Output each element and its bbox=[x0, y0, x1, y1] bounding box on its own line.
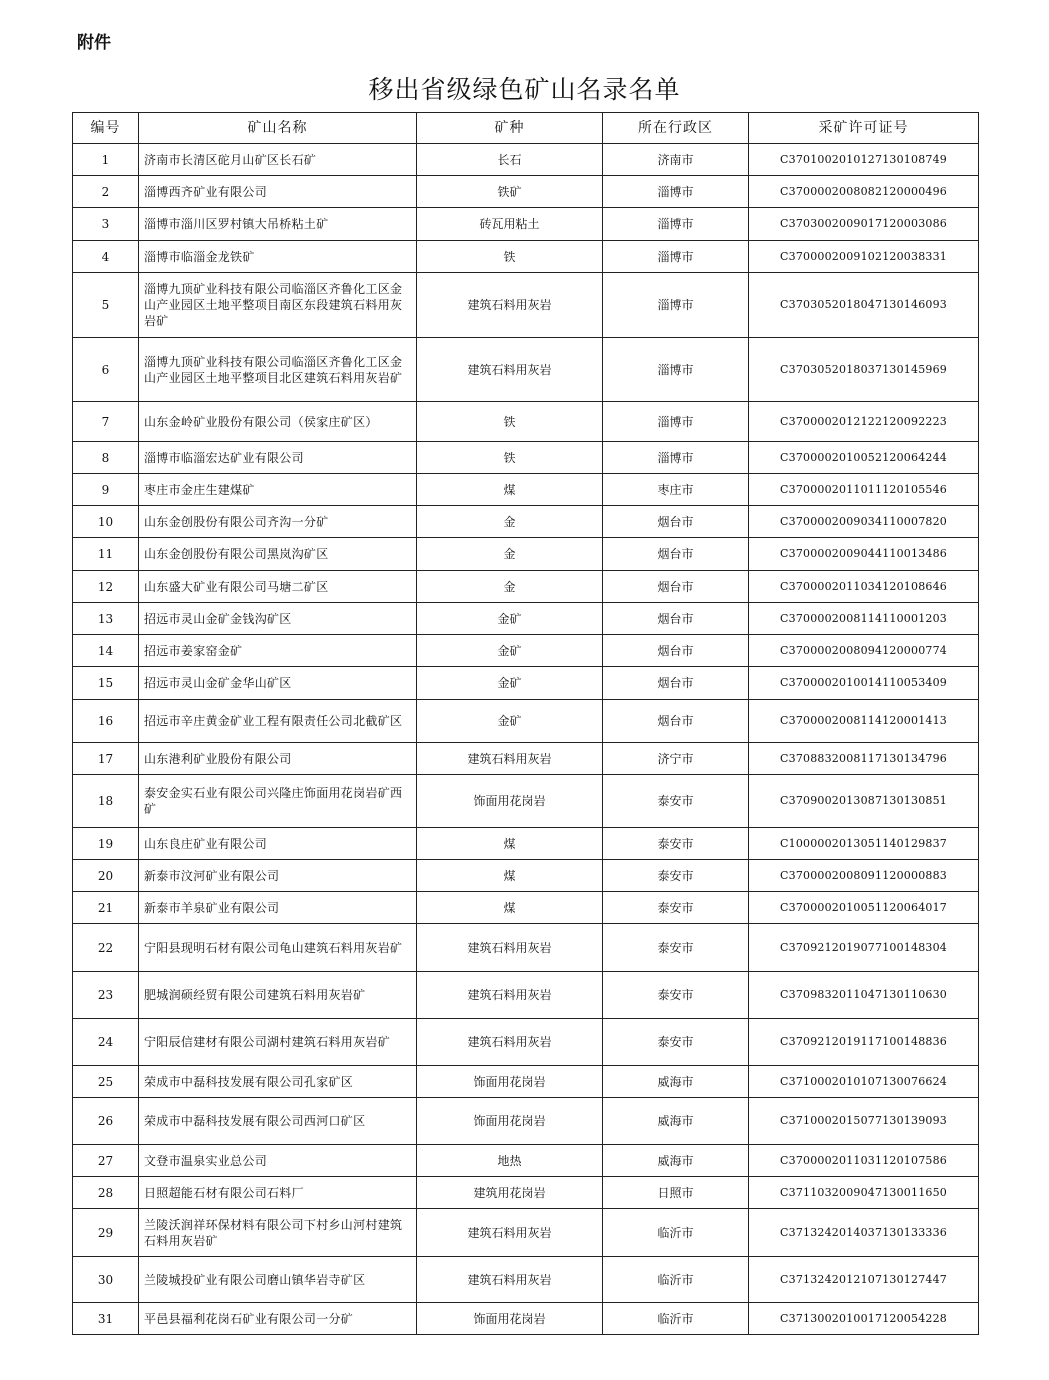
cell-license: C3700002012122120092223 bbox=[749, 402, 979, 442]
cell-mine-name: 宁阳辰信建材有限公司湖村建筑石料用灰岩矿 bbox=[139, 1019, 417, 1066]
cell-mineral: 煤 bbox=[417, 828, 603, 860]
cell-number: 31 bbox=[73, 1303, 139, 1335]
cell-region: 淄博市 bbox=[603, 176, 749, 208]
cell-mineral: 长石 bbox=[417, 144, 603, 176]
cell-license: C1000002013051140129837 bbox=[749, 828, 979, 860]
cell-number: 22 bbox=[73, 924, 139, 972]
table-header-row bbox=[73, 113, 979, 144]
cell-region: 威海市 bbox=[603, 1145, 749, 1177]
cell-mineral: 金矿 bbox=[417, 700, 603, 743]
column-header-number: 编号 bbox=[73, 113, 139, 144]
cell-region: 日照市 bbox=[603, 1177, 749, 1209]
table-row bbox=[73, 1177, 979, 1209]
cell-mineral: 建筑石料用灰岩 bbox=[417, 1257, 603, 1303]
cell-mine-name: 淄博西齐矿业有限公司 bbox=[139, 176, 417, 208]
cell-mine-name: 山东良庄矿业有限公司 bbox=[139, 828, 417, 860]
cell-license: C3700002008091120000883 bbox=[749, 860, 979, 892]
cell-number: 11 bbox=[73, 538, 139, 571]
cell-number: 9 bbox=[73, 474, 139, 506]
cell-number: 13 bbox=[73, 603, 139, 635]
cell-license: C3703052018047130146093 bbox=[749, 273, 979, 338]
table-row bbox=[73, 743, 979, 775]
cell-mineral: 建筑石料用灰岩 bbox=[417, 1019, 603, 1066]
cell-mineral: 金 bbox=[417, 571, 603, 603]
cell-mine-name: 日照超能石材有限公司石料厂 bbox=[139, 1177, 417, 1209]
cell-license: C3713242014037130133336 bbox=[749, 1209, 979, 1257]
cell-region: 烟台市 bbox=[603, 571, 749, 603]
cell-mineral: 饰面用花岗岩 bbox=[417, 1303, 603, 1335]
cell-mine-name: 山东金创股份有限公司黑岚沟矿区 bbox=[139, 538, 417, 571]
cell-license: C3709832011047130110630 bbox=[749, 972, 979, 1019]
table-row bbox=[73, 1303, 979, 1335]
cell-license: C3700002010014110053409 bbox=[749, 667, 979, 700]
cell-license: C3700002009102120038331 bbox=[749, 241, 979, 273]
cell-region: 泰安市 bbox=[603, 972, 749, 1019]
cell-mine-name: 文登市温泉实业总公司 bbox=[139, 1145, 417, 1177]
cell-region: 临沂市 bbox=[603, 1209, 749, 1257]
cell-license: C3713002010017120054228 bbox=[749, 1303, 979, 1335]
cell-license: C3700002011034120108646 bbox=[749, 571, 979, 603]
column-header-license: 采矿许可证号 bbox=[749, 113, 979, 144]
cell-mineral: 建筑石料用灰岩 bbox=[417, 1209, 603, 1257]
cell-mineral: 建筑石料用灰岩 bbox=[417, 743, 603, 775]
cell-mine-name: 枣庄市金庄生建煤矿 bbox=[139, 474, 417, 506]
table-row bbox=[73, 208, 979, 241]
table-row bbox=[73, 924, 979, 972]
cell-mineral: 建筑石料用灰岩 bbox=[417, 924, 603, 972]
cell-region: 淄博市 bbox=[603, 208, 749, 241]
table-row bbox=[73, 442, 979, 474]
cell-mineral: 砖瓦用粘土 bbox=[417, 208, 603, 241]
cell-number: 16 bbox=[73, 700, 139, 743]
table-row bbox=[73, 1019, 979, 1066]
cell-number: 6 bbox=[73, 338, 139, 402]
table-row bbox=[73, 538, 979, 571]
table-row bbox=[73, 273, 979, 338]
cell-number: 10 bbox=[73, 506, 139, 538]
cell-mine-name: 肥城润硕经贸有限公司建筑石料用灰岩矿 bbox=[139, 972, 417, 1019]
cell-number: 24 bbox=[73, 1019, 139, 1066]
table-row bbox=[73, 828, 979, 860]
cell-mineral: 饰面用花岗岩 bbox=[417, 775, 603, 828]
cell-region: 泰安市 bbox=[603, 1019, 749, 1066]
cell-mine-name: 招远市姜家窑金矿 bbox=[139, 635, 417, 667]
cell-number: 15 bbox=[73, 667, 139, 700]
cell-license: C3701002010127130108749 bbox=[749, 144, 979, 176]
cell-number: 14 bbox=[73, 635, 139, 667]
cell-license: C3700002009044110013486 bbox=[749, 538, 979, 571]
cell-license: C3700002010052120064244 bbox=[749, 442, 979, 474]
cell-mineral: 建筑石料用灰岩 bbox=[417, 972, 603, 1019]
column-header-mine-name: 矿山名称 bbox=[139, 113, 417, 144]
cell-mine-name: 宁阳县现明石材有限公司龟山建筑石料用灰岩矿 bbox=[139, 924, 417, 972]
cell-mineral: 地热 bbox=[417, 1145, 603, 1177]
cell-region: 泰安市 bbox=[603, 892, 749, 924]
table-row bbox=[73, 1209, 979, 1257]
cell-license: C3700002008094120000774 bbox=[749, 635, 979, 667]
table-row bbox=[73, 700, 979, 743]
cell-region: 烟台市 bbox=[603, 603, 749, 635]
cell-mine-name: 山东盛大矿业有限公司马塘二矿区 bbox=[139, 571, 417, 603]
table-row bbox=[73, 506, 979, 538]
cell-number: 20 bbox=[73, 860, 139, 892]
cell-region: 泰安市 bbox=[603, 828, 749, 860]
cell-mine-name: 新泰市汶河矿业有限公司 bbox=[139, 860, 417, 892]
cell-mine-name: 招远市辛庄黄金矿业工程有限责任公司北截矿区 bbox=[139, 700, 417, 743]
cell-number: 3 bbox=[73, 208, 139, 241]
cell-mineral: 铁 bbox=[417, 442, 603, 474]
cell-mine-name: 山东港利矿业股份有限公司 bbox=[139, 743, 417, 775]
cell-region: 泰安市 bbox=[603, 924, 749, 972]
cell-region: 泰安市 bbox=[603, 775, 749, 828]
cell-mineral: 煤 bbox=[417, 860, 603, 892]
table-row bbox=[73, 144, 979, 176]
cell-mineral: 金矿 bbox=[417, 667, 603, 700]
cell-number: 2 bbox=[73, 176, 139, 208]
cell-region: 威海市 bbox=[603, 1098, 749, 1145]
table-row bbox=[73, 603, 979, 635]
cell-region: 济宁市 bbox=[603, 743, 749, 775]
cell-number: 28 bbox=[73, 1177, 139, 1209]
table-row bbox=[73, 1257, 979, 1303]
cell-license: C3709002013087130130851 bbox=[749, 775, 979, 828]
cell-license: C3700002008114110001203 bbox=[749, 603, 979, 635]
cell-region: 泰安市 bbox=[603, 860, 749, 892]
cell-region: 烟台市 bbox=[603, 506, 749, 538]
cell-mine-name: 山东金岭矿业股份有限公司（侯家庄矿区） bbox=[139, 402, 417, 442]
cell-number: 25 bbox=[73, 1066, 139, 1098]
cell-mine-name: 济南市长清区砣月山矿区长石矿 bbox=[139, 144, 417, 176]
cell-region: 枣庄市 bbox=[603, 474, 749, 506]
table-row bbox=[73, 1098, 979, 1145]
cell-number: 4 bbox=[73, 241, 139, 273]
cell-number: 30 bbox=[73, 1257, 139, 1303]
table-row bbox=[73, 1066, 979, 1098]
cell-region: 威海市 bbox=[603, 1066, 749, 1098]
cell-license: C3703002009017120003086 bbox=[749, 208, 979, 241]
cell-mine-name: 兰陵城投矿业有限公司磨山镇华岩寺矿区 bbox=[139, 1257, 417, 1303]
cell-region: 济南市 bbox=[603, 144, 749, 176]
cell-license: C3708832008117130134796 bbox=[749, 743, 979, 775]
cell-number: 18 bbox=[73, 775, 139, 828]
cell-mine-name: 淄博市临淄宏达矿业有限公司 bbox=[139, 442, 417, 474]
table-row bbox=[73, 474, 979, 506]
cell-mine-name: 新泰市羊泉矿业有限公司 bbox=[139, 892, 417, 924]
cell-license: C3713242012107130127447 bbox=[749, 1257, 979, 1303]
cell-region: 烟台市 bbox=[603, 700, 749, 743]
table-row bbox=[73, 1145, 979, 1177]
cell-number: 26 bbox=[73, 1098, 139, 1145]
cell-number: 19 bbox=[73, 828, 139, 860]
table-row bbox=[73, 176, 979, 208]
cell-mine-name: 淄博九顶矿业科技有限公司临淄区齐鲁化工区金山产业园区土地平整项目南区东段建筑石料用灰岩矿 bbox=[139, 273, 417, 338]
table-row bbox=[73, 892, 979, 924]
cell-license: C3700002011031120107586 bbox=[749, 1145, 979, 1177]
cell-mineral: 建筑石料用灰岩 bbox=[417, 273, 603, 338]
cell-mineral: 煤 bbox=[417, 892, 603, 924]
page-title: 移出省级绿色矿山名录名单 bbox=[368, 75, 681, 104]
cell-license: C3710002015077130139093 bbox=[749, 1098, 979, 1145]
cell-mineral: 饰面用花岗岩 bbox=[417, 1098, 603, 1145]
cell-mineral: 煤 bbox=[417, 474, 603, 506]
table-row bbox=[73, 241, 979, 273]
table-body bbox=[73, 144, 979, 1335]
cell-mineral: 铁 bbox=[417, 241, 603, 273]
cell-license: C3710002010107130076624 bbox=[749, 1066, 979, 1098]
cell-region: 淄博市 bbox=[603, 338, 749, 402]
cell-number: 12 bbox=[73, 571, 139, 603]
cell-license: C3709212019117100148836 bbox=[749, 1019, 979, 1066]
cell-mine-name: 淄博市淄川区罗村镇大吊桥粘土矿 bbox=[139, 208, 417, 241]
column-header-region: 所在行政区 bbox=[603, 113, 749, 144]
table-row bbox=[73, 338, 979, 402]
cell-mine-name: 荣成市中磊科技发展有限公司西河口矿区 bbox=[139, 1098, 417, 1145]
cell-mine-name: 兰陵沃润祥环保材料有限公司下村乡山河村建筑石料用灰岩矿 bbox=[139, 1209, 417, 1257]
attachment-label: 附件 bbox=[77, 33, 111, 53]
cell-mineral: 饰面用花岗岩 bbox=[417, 1066, 603, 1098]
column-header-mineral: 矿种 bbox=[417, 113, 603, 144]
cell-mine-name: 招远市灵山金矿金钱沟矿区 bbox=[139, 603, 417, 635]
cell-license: C3711032009047130011650 bbox=[749, 1177, 979, 1209]
cell-number: 7 bbox=[73, 402, 139, 442]
cell-region: 烟台市 bbox=[603, 635, 749, 667]
cell-mine-name: 荣成市中磊科技发展有限公司孔家矿区 bbox=[139, 1066, 417, 1098]
table-row bbox=[73, 571, 979, 603]
cell-number: 1 bbox=[73, 144, 139, 176]
cell-mine-name: 泰安金实石业有限公司兴隆庄饰面用花岗岩矿西矿 bbox=[139, 775, 417, 828]
cell-region: 淄博市 bbox=[603, 241, 749, 273]
cell-number: 21 bbox=[73, 892, 139, 924]
cell-number: 17 bbox=[73, 743, 139, 775]
cell-region: 烟台市 bbox=[603, 667, 749, 700]
table-row bbox=[73, 635, 979, 667]
cell-number: 27 bbox=[73, 1145, 139, 1177]
cell-license: C3700002011011120105546 bbox=[749, 474, 979, 506]
cell-mineral: 金 bbox=[417, 506, 603, 538]
cell-number: 23 bbox=[73, 972, 139, 1019]
cell-mine-name: 淄博市临淄金龙铁矿 bbox=[139, 241, 417, 273]
cell-mineral: 铁矿 bbox=[417, 176, 603, 208]
cell-region: 烟台市 bbox=[603, 538, 749, 571]
cell-license: C3700002010051120064017 bbox=[749, 892, 979, 924]
table-row bbox=[73, 402, 979, 442]
cell-region: 临沂市 bbox=[603, 1303, 749, 1335]
cell-mine-name: 平邑县福利花岗石矿业有限公司一分矿 bbox=[139, 1303, 417, 1335]
cell-region: 淄博市 bbox=[603, 402, 749, 442]
cell-mine-name: 淄博九顶矿业科技有限公司临淄区齐鲁化工区金山产业园区土地平整项目北区建筑石料用灰岩矿 bbox=[139, 338, 417, 402]
cell-license: C3703052018037130145969 bbox=[749, 338, 979, 402]
cell-mineral: 金 bbox=[417, 538, 603, 571]
cell-mineral: 金矿 bbox=[417, 603, 603, 635]
cell-license: C3700002008082120000496 bbox=[749, 176, 979, 208]
cell-number: 29 bbox=[73, 1209, 139, 1257]
cell-region: 淄博市 bbox=[603, 442, 749, 474]
cell-mineral: 建筑石料用灰岩 bbox=[417, 338, 603, 402]
cell-region: 临沂市 bbox=[603, 1257, 749, 1303]
cell-number: 8 bbox=[73, 442, 139, 474]
cell-license: C3700002008114120001413 bbox=[749, 700, 979, 743]
table-row bbox=[73, 860, 979, 892]
table-row bbox=[73, 667, 979, 700]
cell-number: 5 bbox=[73, 273, 139, 338]
cell-mine-name: 招远市灵山金矿金华山矿区 bbox=[139, 667, 417, 700]
cell-mineral: 铁 bbox=[417, 402, 603, 442]
cell-mineral: 金矿 bbox=[417, 635, 603, 667]
table-row bbox=[73, 972, 979, 1019]
cell-mine-name: 山东金创股份有限公司齐沟一分矿 bbox=[139, 506, 417, 538]
cell-region: 淄博市 bbox=[603, 273, 749, 338]
cell-mineral: 建筑用花岗岩 bbox=[417, 1177, 603, 1209]
mine-list-table bbox=[72, 112, 979, 1335]
cell-license: C3700002009034110007820 bbox=[749, 506, 979, 538]
cell-license: C3709212019077100148304 bbox=[749, 924, 979, 972]
table-row bbox=[73, 775, 979, 828]
